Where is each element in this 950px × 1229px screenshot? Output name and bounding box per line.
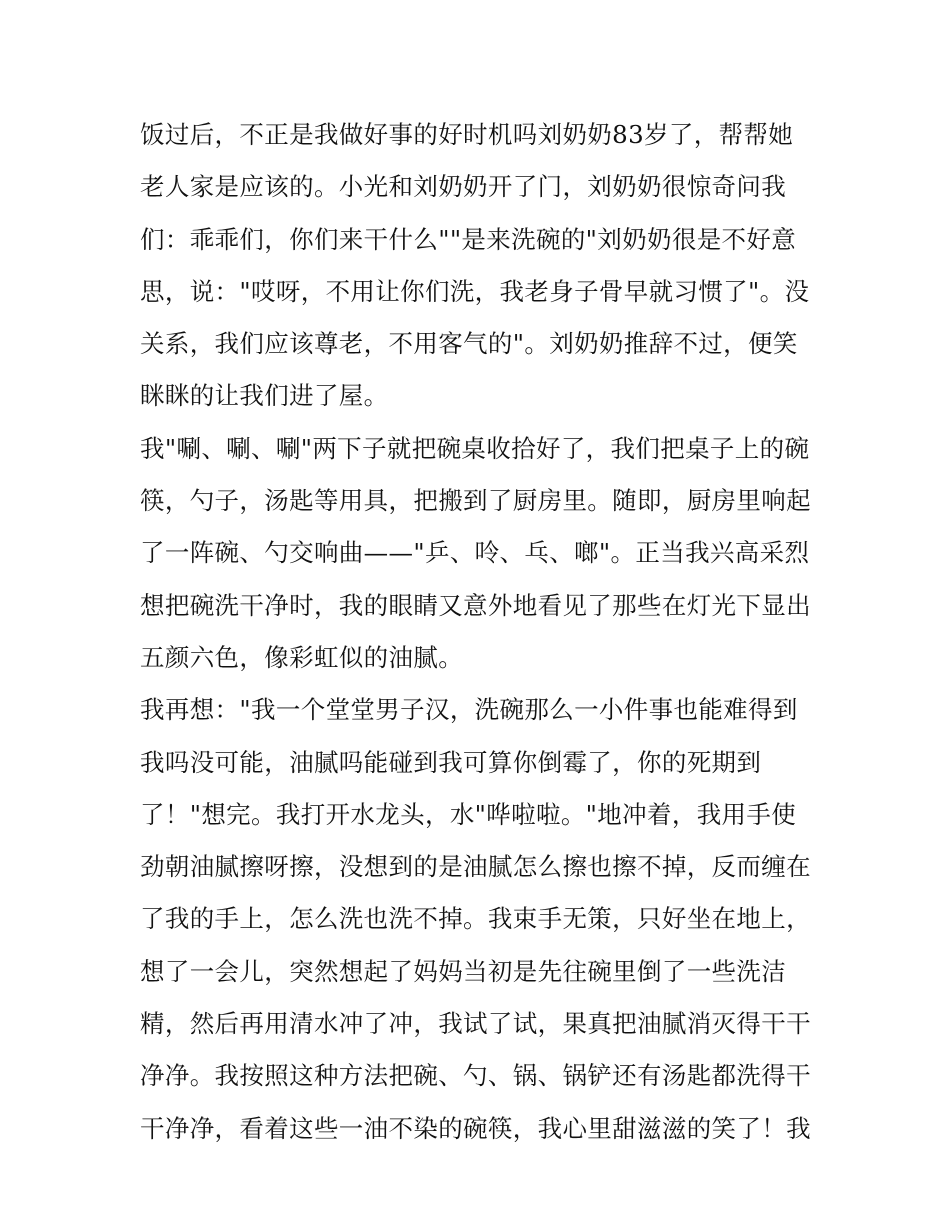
text-line-13: 我吗没可能，油腻吗能碰到我可算你倒霉了，你的死期到 xyxy=(140,747,762,777)
text-line-4: 思，说："哎呀，不用让你们洗，我老身子骨早就习惯了"。没 xyxy=(140,276,810,306)
text-line-2: 老人家是应该的。小光和刘奶奶开了门，刘奶奶很惊奇问我 xyxy=(140,172,787,202)
text-line-18: 精，然后再用清水冲了冲，我试了试，果真把油腻消灭得干干 xyxy=(140,1009,811,1039)
text-line-3: 们：乖乖们，你们来干什么""是来洗碗的"刘奶奶很是不好意 xyxy=(140,224,797,254)
text-line-15: 劲朝油腻擦呀擦，没想到的是油腻怎么擦也擦不掉，反而缠在 xyxy=(140,852,811,882)
text-line-1: 饭过后，不正是我做好事的好时机吗刘奶奶83岁了，帮帮她 xyxy=(140,120,794,149)
text-line-6: 眯眯的让我们进了屋。 xyxy=(140,381,389,411)
text-line-11: 五颜六色，像彩虹似的油腻。 xyxy=(140,642,464,672)
text-line-8: 筷，勺子，汤匙等用具，把搬到了厨房里。随即，厨房里响起 xyxy=(140,486,811,516)
text-line-5: 关系，我们应该尊老，不用客气的"。刘奶奶推辞不过，便笑 xyxy=(140,329,798,359)
text-line-19: 净净。我按照这种方法把碗、勺、锅、锅铲还有汤匙都洗得干 xyxy=(140,1061,811,1091)
text-line-20: 干净净，看着这些一油不染的碗筷，我心里甜滋滋的笑了！我 xyxy=(140,1113,811,1143)
text-line-16: 了我的手上，怎么洗也洗不掉。我束手无策，只好坐在地上， xyxy=(140,904,811,934)
text-line-9: 了一阵碗、勺交响曲——"乒、呤、乓、啷"。正当我兴高采烈 xyxy=(140,538,810,568)
text-line-17: 想了一会儿，突然想起了妈妈当初是先往碗里倒了一些洗洁 xyxy=(140,956,787,986)
text-line-7: 我"唰、唰、唰"两下子就把碗桌收拾好了，我们把桌子上的碗 xyxy=(140,433,810,463)
text-line-10: 想把碗洗干净时，我的眼睛又意外地看见了那些在灯光下显出 xyxy=(140,590,811,620)
article-body xyxy=(140,109,830,1155)
text-line-14: 了！"想完。我打开水龙头，水"哗啦啦。"地冲着，我用手使 xyxy=(140,799,797,829)
text-line-12: 我再想："我一个堂堂男子汉，洗碗那么一小件事也能难得到 xyxy=(140,695,798,725)
